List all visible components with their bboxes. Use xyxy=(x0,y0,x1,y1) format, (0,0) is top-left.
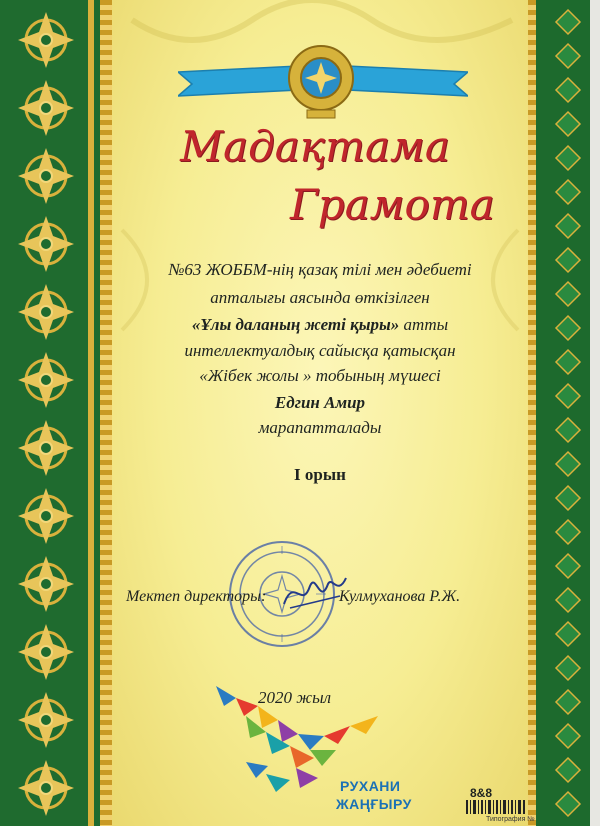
body-line-contest xyxy=(112,315,528,335)
right-ornament-diamond xyxy=(556,486,580,510)
right-ornament-diamond xyxy=(556,520,580,544)
director-label: Мектеп директоры: xyxy=(126,588,267,605)
logo-text-rukhani: РУХАНИ xyxy=(340,778,401,794)
body-line-week: апталығы аясында өткізілген xyxy=(210,288,430,307)
left-ornament-medallion xyxy=(18,216,74,272)
right-ornament-diamond xyxy=(556,758,580,782)
left-ornament-medallion xyxy=(18,12,74,68)
title-gramota: Грамота xyxy=(290,180,495,229)
barcode-icon xyxy=(466,800,526,814)
right-ornament-diamond xyxy=(556,384,580,408)
awarded-text: марапатталады xyxy=(258,418,382,437)
certificate-year: 2020 жыл xyxy=(258,688,331,707)
right-ornament-diamond xyxy=(556,316,580,340)
body-line-team: «Жібек жолы » тобының мүшесі xyxy=(199,366,441,385)
right-ornament-diamond xyxy=(556,418,580,442)
body-line-participation: интеллектуалдық сайысқа қатысқан xyxy=(184,341,456,360)
right-ornament-diamond xyxy=(556,214,580,238)
left-ornament-border xyxy=(0,0,112,826)
left-ornament-medallion xyxy=(18,692,74,748)
left-ornament-medallion xyxy=(18,80,74,136)
right-ornament-diamond xyxy=(556,112,580,136)
right-ornament-diamond xyxy=(556,792,580,816)
right-ornament-diamond xyxy=(556,452,580,476)
right-ornament-diamond xyxy=(556,554,580,578)
left-ornament-medallion xyxy=(18,148,74,204)
left-ornament-medallion xyxy=(18,488,74,544)
left-ornament-medallion xyxy=(18,420,74,476)
right-ornament-diamond xyxy=(556,656,580,680)
contest-name: «Ұлы даланың жеті қыры» xyxy=(191,315,400,334)
left-gold-stripe xyxy=(88,0,94,826)
contest-suffix: атты xyxy=(399,315,449,334)
right-ornament-diamond xyxy=(556,350,580,374)
paper-edge xyxy=(590,0,600,826)
body-line-school: №63 ЖОББМ-нің қазақ тілі мен әдебиеті xyxy=(168,260,472,279)
left-ornament-medallion xyxy=(18,760,74,816)
right-ornament-diamond xyxy=(556,10,580,34)
left-ornament-medallion xyxy=(18,624,74,680)
right-ornament-diamond xyxy=(556,588,580,612)
left-ornament-medallion xyxy=(18,284,74,340)
left-ornament-medallion xyxy=(18,352,74,408)
right-ornament-diamond xyxy=(556,724,580,748)
director-name: Кулмуханова Р.Ж. xyxy=(339,588,461,605)
place-award: I орын xyxy=(294,465,346,484)
right-ornament-diamond xyxy=(556,146,580,170)
right-ornament-diamond xyxy=(556,248,580,272)
publisher-mark: 8&8 xyxy=(470,786,493,800)
state-emblem-icon xyxy=(285,38,357,122)
title-madaktama: Мадақтама xyxy=(180,122,450,171)
right-ornament-diamond xyxy=(556,282,580,306)
printer-fineprint: Типография № xyxy=(486,816,535,823)
right-ornament-diamond xyxy=(556,622,580,646)
right-ornament-diamond xyxy=(556,78,580,102)
left-ornament-medallion xyxy=(18,556,74,612)
right-ornament-diamond xyxy=(556,44,580,68)
left-gold-chain xyxy=(100,0,112,826)
right-ornament-diamond xyxy=(556,180,580,204)
logo-text-zhangyru: ЖАҢҒЫРУ xyxy=(336,796,412,812)
recipient-name: Едгин Амир xyxy=(274,393,366,412)
right-ornament-diamond xyxy=(556,690,580,714)
